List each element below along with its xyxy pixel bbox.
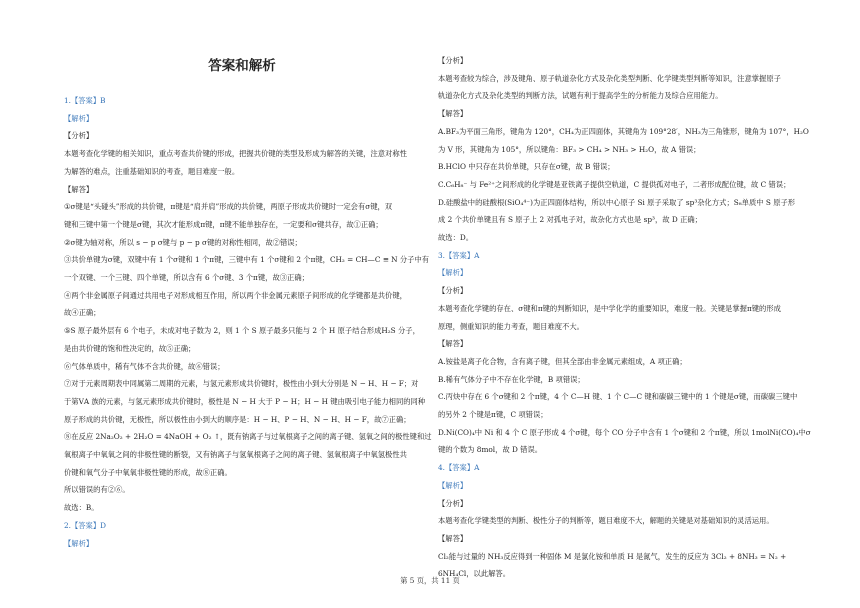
text-line: 6NH₄Cl，以此解答。 [438,569,511,579]
text-line: 【分析】 [438,56,468,65]
text-line: 键和三键中第一个键是σ键，其次才能形成π键，π键不能单独存在，一定要和σ键共存，故①正确； [64,219,383,229]
text-line: 键的个数为 8mol，故 D 错误。 [438,445,543,455]
section-label: 【解析】 [438,480,468,490]
page-title: 答案和解析 [208,58,276,74]
text-line: 本题考查化学键的存在、σ键和π键的判断知识，是中学化学的重要知识，难度一般。关键是掌握π键的形成 [438,303,781,313]
text-line: 【解答】 [64,184,94,194]
text-line: 本题考查较为综合，涉及键角、原子轨道杂化方式及杂化类型判断、化学键类型判断等知识，注意掌握原子 [438,73,781,83]
text-line: ④两个非金属原子间通过共用电子对形成相互作用，所以两个非金属元素原子间形成的化学键都是共价键， [64,290,407,300]
text-line: 【分析】 [64,131,94,141]
text-line: ⑤S 原子最外层有 6 个电子，未成对电子数为 2，则 1 个 S 原子最多只能与 2 个 H 原子结合形成H₂S 分子， [64,326,420,336]
text-line: 氧根离子中氧氧之间的非极性键的断裂，又有钠离子与氢氧根离子之间的离子键、氢氧根离子中氧氢极性共 [64,450,407,459]
section-label: 3.【答案】A [438,250,480,260]
section-label: 2.【答案】D [64,520,106,530]
text-line: ⑧在反应 2Na₂O₂ + 2H₂O = 4NaOH + O₂ ↑，既有钠离子与过氧根离子之间的离子键、氢氧之间的极性键和过 [64,432,432,442]
text-line: 为 V 形，其键角为 105°，所以键角：BF₃ > CH₄ > NH₃ > H₂O，故 A 错误； [438,144,701,154]
text-line: D.硅酸盐中的硅酸根(SiO₄⁴⁻)为正四面体结构，所以中心原子 Si 原子采取了 sp³杂化方式；S₈单质中 S 原子形 [438,197,796,207]
text-line: 【解答】 [438,109,468,119]
text-line: 成 2 个共价单键且有 S 原子上 2 对孤电子对，故杂化方式也是 sp³，故 D 正确； [438,215,702,225]
text-line: 【解答】 [438,533,468,543]
text-line: 是由共价键的饱和性决定的，故⑤正确； [64,343,196,353]
text-line: 【解答】 [438,339,468,349]
text-line: ②σ键为轴对称，所以 s − p σ键与 p − p σ键的对称性相同，故②错误； [64,237,302,247]
text-line: 一个双键、一个三键、四个单键，所以含有 6 个σ键、3 个π键，故③正确； [64,273,309,282]
text-line: D.Ni(CO)₄中 Ni 和 4 个 C 原子形成 4 个σ键，每个 CO 分子中含有 1 个σ键和 2 个π键，所以 1molNi(CO)₄中σ [438,427,811,437]
text-line: 所以错误的有②⑥。 [64,485,130,495]
text-line: B.HClO 中只存在共价单键，只存在σ键，故 B 错误； [438,162,615,172]
section-label: 【解析】 [64,538,94,548]
section-label: 【解析】 [64,113,94,123]
text-line: 故选：B。 [64,503,99,513]
text-line: 故选：D。 [438,233,474,242]
text-line: 轨道杂化方式及杂化类型的判断方法，试题有利于提高学生的分析能力及综合应用能力。 [438,91,723,101]
text-line: 的另外 2 个键是π键，C 项错误； [438,410,548,419]
text-line: 【分析】 [438,498,468,508]
page-footer: 第 5 页，共 11 页 [400,576,460,585]
text-line: 价键和氧气分子中氧氧非极性键的形成，故⑧正确。 [64,467,232,477]
text-line: 为解答的难点，注重基础知识的考查，题目难度一般。 [64,166,240,176]
text-line: 于第ⅤA 族的元素，与氢元素形成共价键时，极性是 N − H 大于 P − H；H − H 键由吸引电子能力相同的同种 [64,396,426,406]
text-line: ①σ键是“头碰头”形成的共价键，π键是“肩并肩”形成的共价键，两原子形成共价键时一定会有σ键，双 [64,202,393,212]
section-label: 1.【答案】B [64,96,106,105]
text-line: A.铵盐是离子化合物，含有离子键，但其全部由非金属元素组成，A 项正确； [438,356,687,366]
text-line: 原子形成的共价键，无极性，所以极性由小到大的顺序是：H − H、P − H、N − H、H − F，故⑦正确； [64,414,411,424]
text-line: ③共价单键为σ键，双键中有 1 个σ键和 1 个π键，三键中有 1 个σ键和 2 个π键，CH₂ = CH—C ≡ N 分子中有 [64,255,430,265]
text-line: A.BF₃为平面三角形，键角为 120°，CH₄为正四面体，其键角为 109°28′，NH₃为三角锥形，键角为 107°，H₂O [438,126,809,136]
text-line: 本题考查化学键的相关知识，重点考查共价键的形成，把握共价键的类型及形成为解答的关键，注意对称性 [64,149,407,159]
text-line: 原理，侧重知识的能力考查，题目难度不大。 [438,321,584,331]
text-line: B.稀有气体分子中不存在化学键，B 项错误； [438,374,585,384]
text-line: C.C₆H₈⁻ 与 Fe²⁺之间形成的化学键是亚铁离子提供空轨道，C 提供孤对电子，二者形成配位键，故 C 错误； [438,179,791,189]
text-line: Cl₂能与过量的 NH₃反应得到一种固体 M 是氯化铵和单质 H 是氮气，发生的反应为 3Cl₂ + 8NH₃ = N₂ + [438,551,787,561]
text-line: 本题考查化学键类型的判断、极性分子的判断等，题目难度不大，解题的关键是对基础知识的灵活运用。 [438,516,774,526]
section-label: 4.【答案】A [438,463,480,473]
text-line: 【分析】 [438,286,468,296]
text-line: ⑦对于元素周期表中同属第二周期的元素，与氢元素形成共价键时，极性由小到大分别是 N − H、H − F；对 [64,379,419,389]
text-line: ⑥气体单质中，稀有气体不含共价键，故⑥错误； [64,361,225,371]
text-line: 故④正确； [64,308,101,318]
text-line: C.丙炔中存在 6 个σ键和 2 个π键，4 个 C—H 键、1 个 C—C 键和碳碳三键中的 1 个键是σ键，而碳碳三键中 [438,392,798,402]
section-label: 【解析】 [438,268,468,278]
